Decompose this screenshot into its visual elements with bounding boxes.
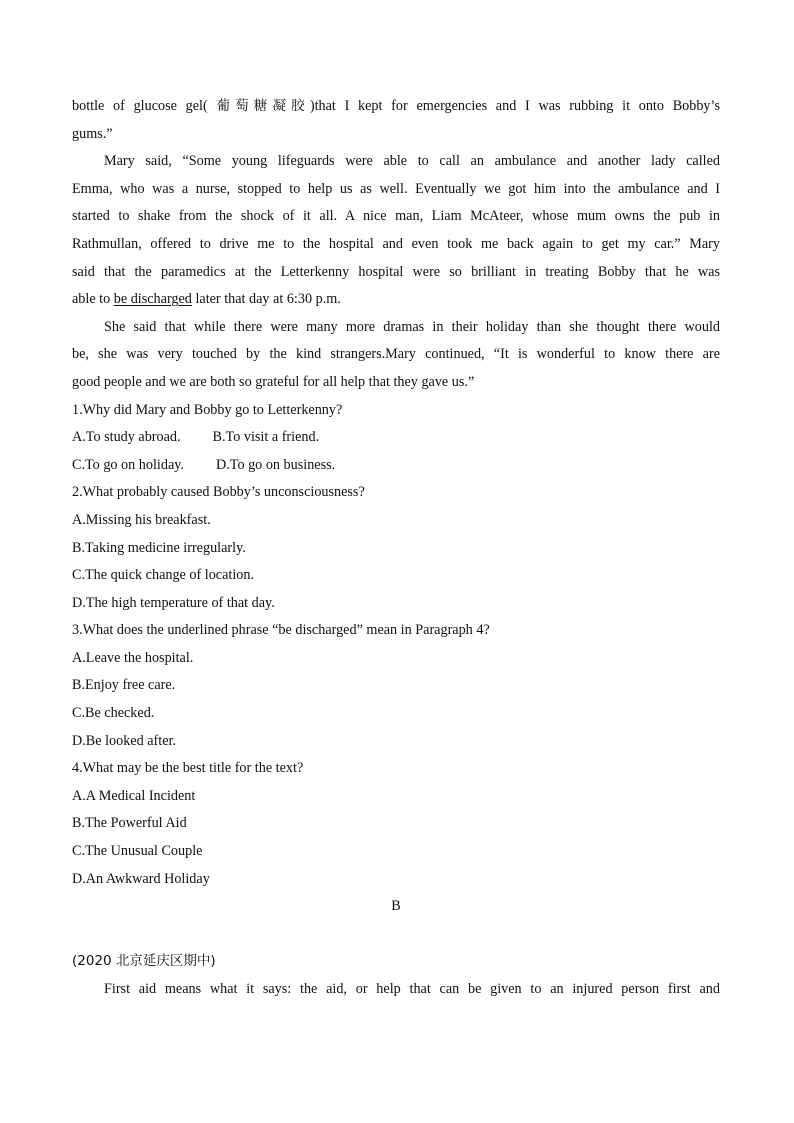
section-heading: B <box>391 898 401 915</box>
answer-option: C.The Unusual Couple <box>72 843 203 860</box>
answer-options-row <box>72 424 720 452</box>
passage-line <box>72 286 720 314</box>
answer-option: D.An Awkward Holiday <box>72 870 210 887</box>
passage-line: First aid means what it says: the aid, or help that can be given to an injured person first and <box>104 981 720 997</box>
answer-options-row <box>72 452 720 480</box>
answer-option: D.To go on business. <box>215 456 336 473</box>
passage-line: started to shake from the shock of it all. A nice man, Liam McAteer, whose mum owns the pub in <box>72 208 720 225</box>
passage-line: Emma, who was a nurse, stopped to help us as well. Eventually we got him into the ambulance and I <box>72 180 720 197</box>
passage-line: gums.” <box>72 125 113 142</box>
answer-option: B.The Powerful Aid <box>72 815 187 832</box>
document-page <box>72 93 720 1004</box>
answer-option: C.The quick change of location. <box>72 567 255 584</box>
spacer <box>72 921 720 949</box>
answer-option: D.The high temperature of that day. <box>72 594 275 611</box>
source-note: (2020 北京延庆区期中) <box>72 953 216 970</box>
underlined-phrase: be discharged <box>113 291 192 308</box>
question-stem: 2.What probably caused Bobby’s unconsciousness? <box>72 484 365 501</box>
passage-line: good people and we are both so grateful for all help that they gave us.” <box>72 373 475 390</box>
passage-line: be, she was very touched by the kind strangers.Mary continued, “It is wonderful to know there are <box>72 346 720 363</box>
passage-line <box>72 93 720 121</box>
question-stem: 4.What may be the best title for the text? <box>72 760 304 777</box>
answer-option: B.To visit a friend. <box>212 429 320 446</box>
passage-text: )that I kept for emergencies and I was rubbing it onto Bobby’s <box>309 98 720 114</box>
passage-line: She said that while there were many more dramas in their holiday than she thought there would <box>104 318 720 335</box>
answer-option: A.A Medical Incident <box>72 787 196 804</box>
answer-option: B.Taking medicine irregularly. <box>72 539 246 556</box>
question-stem: 3.What does the underlined phrase “be discharged” mean in Paragraph 4? <box>72 622 490 639</box>
passage-line: said that the paramedics at the Letterkenny hospital were so brilliant in treating Bobby that he was <box>72 263 720 280</box>
passage-text: later that day at 6:30 p.m. <box>191 291 341 308</box>
answer-option: C.To go on holiday. <box>72 456 184 473</box>
answer-option: C.Be checked. <box>72 705 155 722</box>
answer-option: A.Leave the hospital. <box>72 649 194 666</box>
answer-option: B.Enjoy free care. <box>72 677 176 694</box>
chinese-gloss: 葡萄糖凝胶 <box>216 98 310 114</box>
passage-line: Mary said, “Some young lifeguards were able to call an ambulance and another lady called <box>104 153 720 170</box>
passage-text: bottle of glucose gel( <box>72 98 217 114</box>
answer-option: D.Be looked after. <box>72 732 177 749</box>
question-stem: 1.Why did Mary and Bobby go to Letterkenny? <box>72 401 343 418</box>
passage-line: Rathmullan, offered to drive me to the hospital and even took me back again to get my car.” Mary <box>72 235 720 252</box>
answer-option: A.To study abroad. <box>72 429 181 446</box>
answer-option: A.Missing his breakfast. <box>72 511 211 528</box>
passage-text: able to <box>72 291 114 308</box>
